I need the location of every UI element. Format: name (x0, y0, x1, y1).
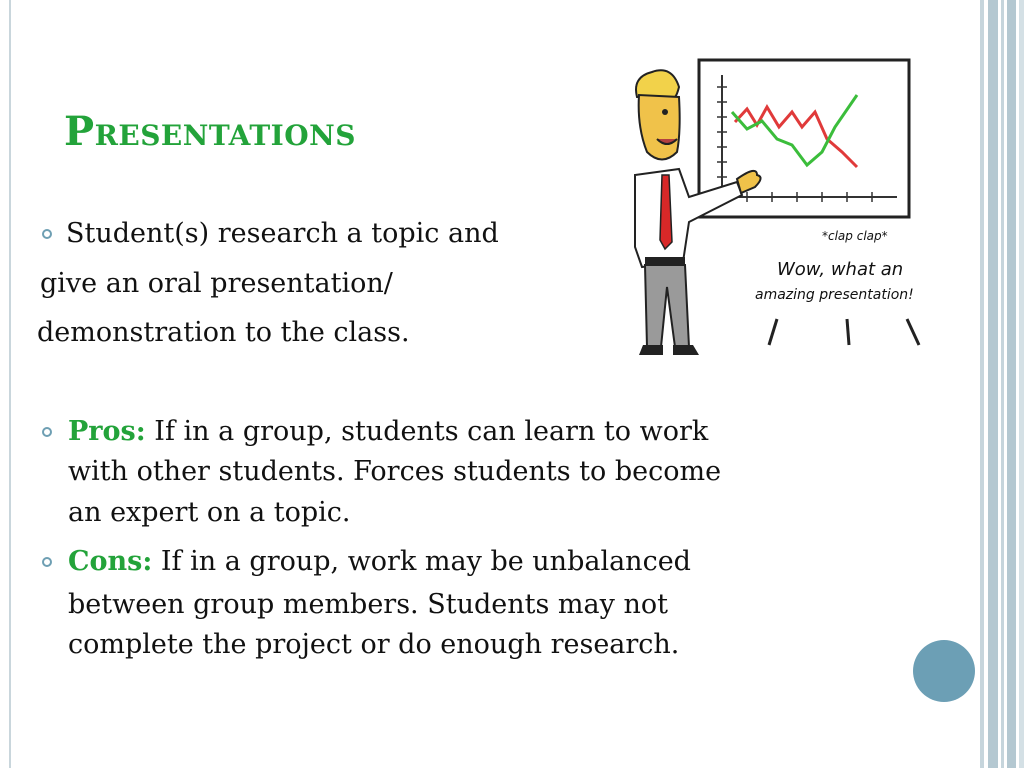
cons-line3: complete the project or do enough research. (68, 629, 680, 660)
face (639, 95, 680, 160)
left-border-line (9, 0, 11, 768)
presenter-cartoon-illustration (617, 57, 927, 362)
pros-line1 (68, 411, 708, 452)
cons-line2: between group members. Students may not (68, 589, 668, 620)
bullet-icon (42, 427, 52, 437)
trousers (645, 265, 689, 347)
cons-text: If in a group, work may be unbalanced (152, 546, 691, 577)
right-decorative-stripes (980, 0, 1024, 768)
bullet1-line3: demonstration to the class. (37, 317, 410, 348)
caption-line2: amazing presentation! (755, 287, 914, 303)
bullet1-line1: Student(s) research a topic and (66, 218, 499, 249)
pros-label: Pros: (68, 416, 146, 447)
bullet-icon (42, 557, 52, 567)
hair (636, 70, 679, 97)
bullet-icon (42, 229, 52, 239)
pros-text: If in a group, students can learn to work (145, 416, 709, 447)
pros-line3: an expert on a topic. (68, 497, 351, 528)
slide-title: Presentations (64, 108, 356, 155)
cons-line1 (68, 541, 691, 582)
cons-label: Cons: (68, 546, 153, 577)
decorative-circle (913, 640, 975, 702)
caption-line1: Wow, what an (777, 259, 904, 280)
pros-line2: with other students. Forces students to become (68, 456, 722, 487)
bullet1-line2: give an oral presentation/ (40, 268, 393, 299)
tie (660, 175, 672, 249)
clap-text: *clap clap* (822, 229, 888, 243)
